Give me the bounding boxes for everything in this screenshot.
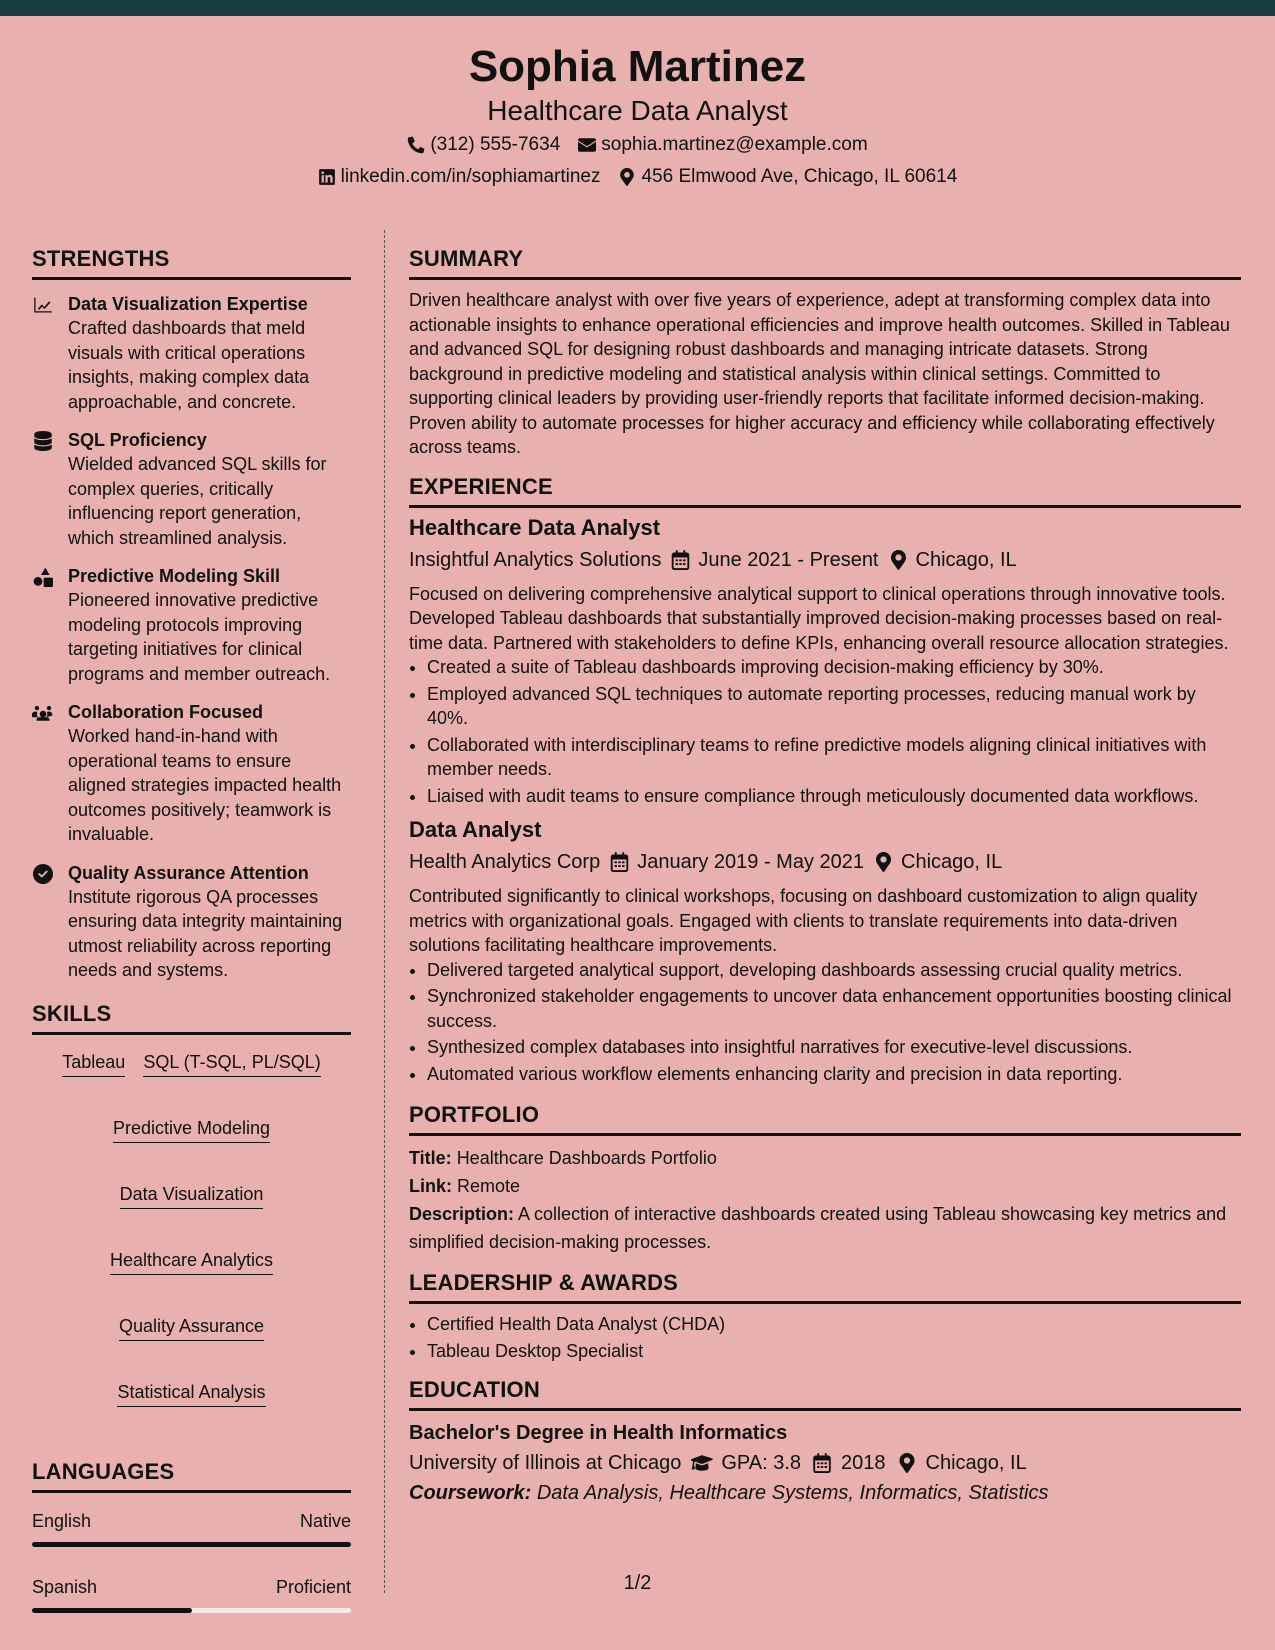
envelope-icon (578, 136, 596, 154)
strength-desc: Institute rigorous QA processes ensuring data integrity maintaining utmost reliability across reporting needs and systems. (68, 886, 343, 980)
job-company: Health Analytics Corp (409, 851, 601, 873)
strength-title: Collaboration Focused (68, 702, 264, 722)
phone-text: (312) 555-7634 (430, 134, 561, 155)
left-column (32, 246, 351, 1643)
language-proficiency-bar (32, 1608, 351, 1613)
map-marker-icon (896, 1453, 918, 1473)
coursework (409, 1479, 1241, 1507)
skill-tag: Predictive Modeling (113, 1117, 270, 1143)
job-bullet: • Employed advanced SQL techniques to automate reporting processes, reducing manual work by 40%. (427, 682, 1241, 731)
skills-list (32, 1047, 351, 1419)
strengths-section (32, 246, 351, 983)
strength-title: Data Visualization Expertise (68, 294, 308, 314)
skill-tag: Healthcare Analytics (110, 1249, 273, 1275)
calendar-icon (671, 550, 690, 570)
strength-item (32, 700, 351, 847)
leadership-heading: LEADERSHIP & AWARDS (409, 1270, 1241, 1304)
job-bullets (409, 655, 1241, 808)
experience-section (409, 474, 1241, 1087)
skills-heading: SKILLS (32, 1001, 351, 1035)
users-icon (32, 700, 56, 722)
strength-item (32, 292, 351, 414)
language-proficiency-fill (32, 1542, 351, 1547)
portfolio-link-value[interactable]: Remote (457, 1176, 521, 1196)
strength-desc: Crafted dashboards that meld visuals with critical operations insights, making complex data approachable, and concrete. (68, 318, 310, 412)
strength-title: Predictive Modeling Skill (68, 566, 281, 586)
linkedin-icon (318, 168, 336, 186)
strength-title: Quality Assurance Attention (68, 862, 309, 883)
gpa: GPA: 3.8 (721, 1452, 802, 1474)
linkedin-text: linkedin.com/in/sophiamartinez (340, 166, 601, 187)
portfolio-desc-value: A collection of interactive dashboards created using Tableau showcasing key metrics and simplified decision-making processes. (409, 1204, 1227, 1252)
database-icon (32, 428, 56, 450)
job-title: Data Analyst (409, 817, 542, 842)
page-number: 1/2 (623, 1572, 652, 1594)
portfolio-description (409, 1200, 1241, 1256)
job-description: Contributed significantly to clinical workshops, focusing on dashboard customization to align quality metrics with organizational goals. Engaged with clients to translate requirements into data-driven solutions facilitating healthcare improvements. (409, 886, 1198, 955)
job-bullet: • Created a suite of Tableau dashboards improving decision-making efficiency by 30%. (427, 655, 1241, 680)
chart-line-icon (32, 292, 56, 314)
map-marker-icon (618, 168, 636, 186)
shapes-icon (32, 564, 56, 586)
graduation-year: 2018 (841, 1452, 886, 1474)
address-text: 456 Elmwood Ave, Chicago, IL 60614 (641, 166, 958, 187)
portfolio-desc-label: Description: (409, 1204, 515, 1224)
candidate-title: Healthcare Data Analyst (487, 95, 788, 126)
job-bullet: • Collaborated with interdisciplinary teams to refine predictive models aligning clinical initiatives with member needs. (427, 733, 1241, 782)
job-location: Chicago, IL (901, 851, 1003, 873)
job-bullet: • Delivered targeted analytical support, developing dashboards assessing crucial quality metrics. (427, 958, 1241, 983)
map-marker-icon (889, 550, 908, 570)
contact-line-1 (0, 134, 1275, 156)
map-marker-icon (874, 852, 893, 872)
summary-text: Driven healthcare analyst with over five years of experience, adept at transforming complex data into actionable insights to enhance operational efficiencies and improve health outcomes. Skilled in Tableau and advanced SQL for designing robust dashboards and managing intricate datasets. Strong background in predictive modeling and statistical analysis within clinical settings. Committed to supporting clinical leaders by providing user-friendly reports that facilitate informed decision-making. Proven ability to automate processes for higher accuracy and efficiency while collaborating effectively across teams. (409, 290, 1230, 457)
job-meta (409, 546, 1241, 574)
portfolio-link (409, 1172, 1241, 1200)
language-name: English (32, 1510, 92, 1531)
skill-tag: Data Visualization (120, 1183, 264, 1209)
education-section (409, 1377, 1241, 1507)
coursework-value: Data Analysis, Healthcare Systems, Informatics, Statistics (536, 1482, 1049, 1504)
portfolio-title-value: Healthcare Dashboards Portfolio (456, 1148, 717, 1168)
education-meta (409, 1447, 1241, 1479)
coursework-label: Coursework: (409, 1482, 532, 1504)
check-circle-icon (32, 861, 56, 883)
phone-contact[interactable] (407, 134, 560, 156)
portfolio-title (409, 1144, 1241, 1172)
language-level: Proficient (275, 1576, 351, 1597)
right-column (409, 246, 1241, 1507)
graduation-cap-icon (691, 1453, 713, 1473)
portfolio-title-label: Title: (409, 1148, 452, 1168)
calendar-icon (610, 852, 629, 872)
strength-title: SQL Proficiency (68, 430, 207, 450)
job-dates: June 2021 - Present (698, 548, 879, 571)
award-item: • Tableau Desktop Specialist (427, 1339, 1241, 1364)
portfolio-section (409, 1102, 1241, 1256)
experience-heading: EXPERIENCE (409, 474, 1241, 508)
leadership-section (409, 1270, 1241, 1363)
language-level: Native (299, 1510, 351, 1531)
summary-section (409, 246, 1241, 460)
education-heading: EDUCATION (409, 1377, 1241, 1411)
strength-item (32, 564, 351, 686)
job-company: Insightful Analytics Solutions (409, 548, 662, 571)
job-bullet: • Liaised with audit teams to ensure compliance through meticulously documented data workflows. (427, 784, 1241, 809)
calendar-icon (811, 1453, 833, 1473)
job-bullet: • Synthesized complex databases into insightful narratives for executive-level discussions. (427, 1035, 1241, 1060)
job-entry (409, 514, 1241, 809)
strength-desc: Pioneered innovative predictive modeling protocols improving targeting initiatives for clinical programs and member outreach. (68, 590, 331, 684)
languages-heading: LANGUAGES (32, 1459, 351, 1493)
address-contact (618, 166, 957, 188)
education-location: Chicago, IL (925, 1452, 1027, 1474)
degree-title: Bachelor's Degree in Health Informatics (409, 1422, 788, 1444)
leadership-list (409, 1312, 1241, 1363)
skill-tag: Quality Assurance (119, 1315, 264, 1341)
resume-header (0, 16, 1275, 205)
school-name: University of Illinois at Chicago (409, 1452, 682, 1474)
candidate-name: Sophia Martinez (468, 42, 807, 91)
job-location: Chicago, IL (915, 548, 1017, 571)
linkedin-contact[interactable] (318, 166, 601, 188)
job-dates: January 2019 - May 2021 (637, 851, 865, 873)
strength-desc: Wielded advanced SQL skills for complex queries, critically influencing report generation, which streamlined analysis. (68, 454, 327, 548)
top-accent-bar (0, 0, 1275, 16)
job-bullet: • Synchronized stakeholder engagements to uncover data enhancement opportunities boosting clinical success. (427, 984, 1241, 1033)
summary-heading: SUMMARY (409, 246, 1241, 280)
language-proficiency-bar (32, 1542, 351, 1547)
strength-item (32, 861, 351, 983)
email-text: sophia.martinez@example.com (601, 134, 868, 155)
job-bullets (409, 958, 1241, 1087)
portfolio-link-label: Link: (409, 1176, 452, 1196)
skill-tag: Statistical Analysis (117, 1381, 265, 1407)
skills-section (32, 1001, 351, 1419)
job-bullet: • Automated various workflow elements enhancing clarity and precision in data reporting. (427, 1062, 1241, 1087)
language-item (32, 1511, 351, 1547)
language-name: Spanish (32, 1576, 98, 1597)
strength-desc: Worked hand-in-hand with operational teams to ensure aligned strategies impacted health outcomes positively; teamwork is invaluable. (68, 726, 342, 844)
contact-line-2 (0, 166, 1275, 188)
email-contact[interactable] (578, 134, 867, 156)
portfolio-heading: PORTFOLIO (409, 1102, 1241, 1136)
language-proficiency-fill (32, 1608, 192, 1613)
job-title: Healthcare Data Analyst (409, 514, 661, 540)
phone-icon (407, 136, 425, 154)
job-entry (409, 816, 1241, 1086)
job-description: Focused on delivering comprehensive analytical support to clinical operations through innovative tools. Developed Tableau dashboards that substantially improved decision-making processes based on real-time data. Partnered with stakeholders to define KPIs, enhancing overall resource allocation strategies. (409, 583, 1229, 653)
skill-tag: Tableau (62, 1051, 125, 1077)
job-meta (409, 848, 1241, 876)
award-item: • Certified Health Data Analyst (CHDA) (427, 1312, 1241, 1337)
skill-tag: SQL (T-SQL, PL/SQL) (143, 1051, 320, 1077)
strengths-heading: STRENGTHS (32, 246, 351, 280)
strength-item (32, 428, 351, 550)
column-divider (384, 230, 385, 1593)
